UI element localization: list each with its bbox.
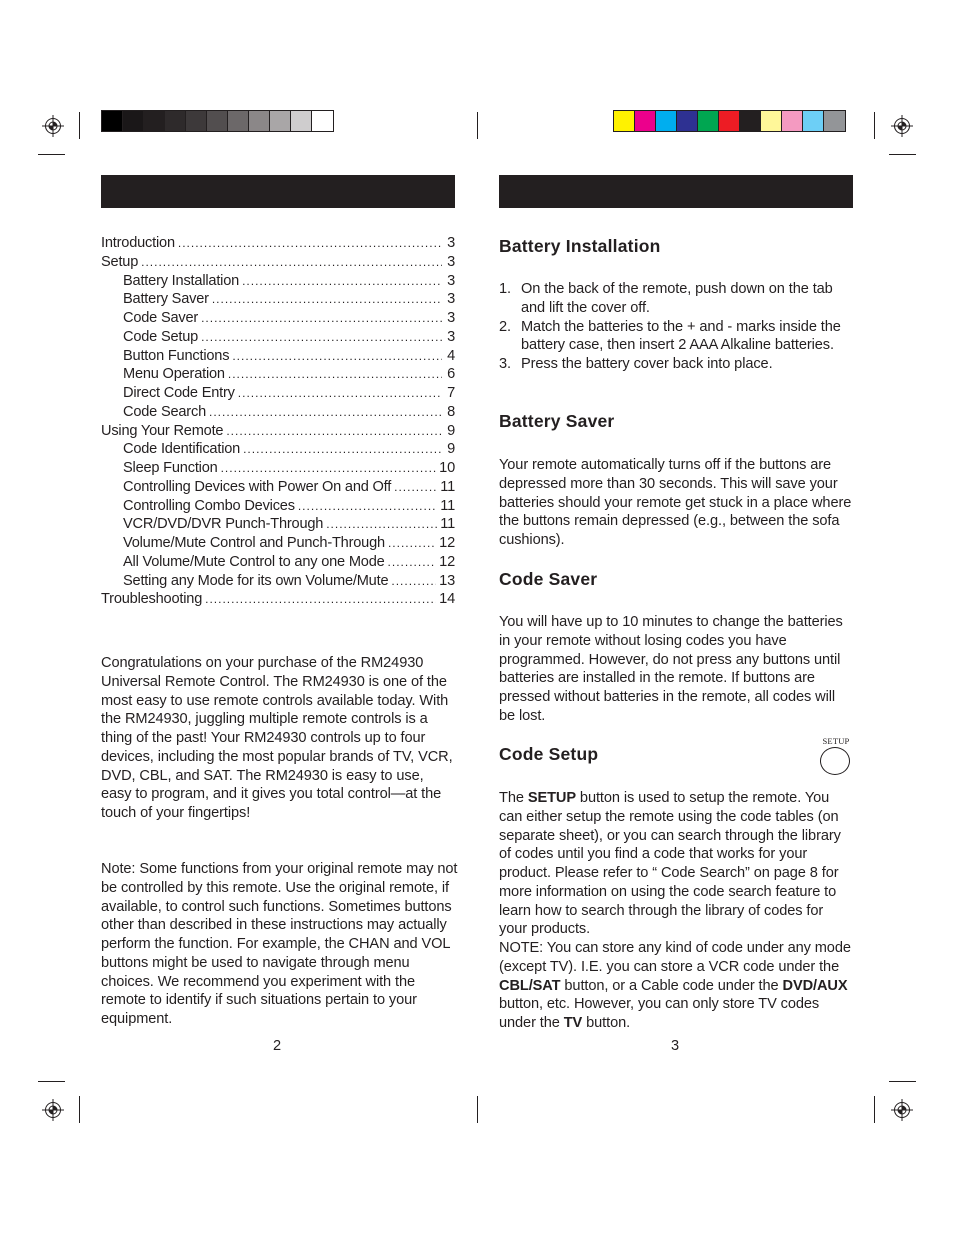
setup-button-icon: [819, 736, 853, 778]
toc-entry-title: Code Setup: [123, 328, 199, 345]
color-swatch: [698, 111, 719, 131]
battery-step-number: 2.: [499, 318, 511, 335]
code-setup-note-run: button, or a Cable code under the: [560, 977, 783, 994]
toc-entry-title: Volume/Mute Control and Punch-Through: [123, 535, 385, 551]
right-page-number: 3: [671, 1038, 680, 1054]
toc-leader-dots: [212, 290, 442, 309]
battery-saver-text: Your remote automatically turns off if the buttons are depressed more than 30 seconds. This will save your batteries should your remote get stuck in a place where the buttons remain depressed (e.g., between the sofa cushions).: [499, 457, 852, 548]
toc-entry-page: 6: [447, 366, 455, 383]
crop-mark: [38, 1081, 65, 1082]
toc-entry-page: 12: [439, 535, 455, 551]
toc-entry-title: Battery Installation: [123, 272, 240, 289]
color-swatch: [102, 111, 123, 131]
toc-entry-title: Menu Operation: [123, 366, 225, 383]
crop-mark: [889, 1081, 916, 1082]
toc-entry-page: 3: [447, 291, 455, 308]
toc-entry: [101, 478, 455, 497]
toc-entry: [101, 553, 455, 572]
registration-mark-icon: [42, 115, 64, 137]
toc-entry-title: Setup: [101, 253, 139, 270]
battery-step-text: On the back of the remote, push down on the tab and lift the cover off.: [521, 281, 833, 316]
toc-leader-dots: [228, 365, 442, 384]
toc-entry: [101, 515, 455, 534]
registration-mark-icon: [891, 115, 913, 137]
setup-keyword: SETUP: [527, 790, 576, 806]
color-swatch: [719, 111, 740, 131]
toc-entry-title: Using Your Remote: [101, 422, 224, 439]
toc-entry-page: 3: [447, 272, 455, 289]
crop-mark: [874, 112, 875, 139]
toc-entry-title: Button Functions: [123, 347, 230, 364]
toc-leader-dots: [209, 403, 442, 422]
toc-leader-dots: [178, 234, 442, 253]
table-of-contents: [101, 234, 455, 609]
toc-entry-title: Code Saver: [123, 310, 199, 326]
toc-entry-title: Battery Saver: [123, 291, 209, 308]
code-setup-text: [499, 789, 855, 1033]
toc-leader-dots: [242, 272, 442, 291]
toc-entry: [101, 422, 455, 441]
color-swatch: [270, 111, 291, 131]
toc-entry-title: Direct Code Entry: [123, 385, 235, 401]
note-paragraph: Note: Some functions from your original remote may not be controlled by this remote. Use the original remote, if available, to control such functions. Sometimes buttons other than described in these instructions may actually perform the function. For example, the CHAN and VOL buttons might be used to navigate through menu choices. We recommend you experiment with the remote to identify if such situations pertain to your equipment.: [101, 861, 458, 1027]
battery-step: [499, 318, 853, 356]
setup-icon-label: SETUP: [822, 736, 850, 746]
color-swatch: [614, 111, 635, 131]
toc-entry: [101, 384, 455, 403]
toc-entry-title: All Volume/Mute Control to any one Mode: [123, 553, 385, 570]
battery-step: [499, 280, 853, 318]
color-swatch: [123, 111, 144, 131]
color-swatch: [186, 111, 207, 131]
toc-entry-title: Setting any Mode for its own Volume/Mute: [123, 572, 389, 589]
registration-mark-icon: [42, 1099, 64, 1121]
toc-entry-page: 14: [439, 591, 455, 608]
cbl-sat-keyword: CBL/SAT: [499, 977, 561, 994]
toc-leader-dots: [394, 478, 437, 497]
toc-entry-page: 11: [440, 478, 455, 495]
color-swatch: [803, 111, 824, 131]
toc-entry-page: 4: [447, 347, 455, 364]
battery-saver-heading: Battery Saver: [499, 411, 615, 431]
toc-entry-page: 3: [447, 310, 455, 326]
crop-mark: [477, 1096, 478, 1123]
tv-keyword: TV: [563, 1015, 583, 1031]
crop-mark: [38, 154, 65, 155]
toc-leader-dots: [201, 328, 442, 347]
code-setup-text-run: The: [499, 790, 528, 806]
color-swatch: [228, 111, 249, 131]
color-swatch: [144, 111, 165, 131]
color-swatch: [249, 111, 270, 131]
color-swatch: [656, 111, 677, 131]
color-swatch: [740, 111, 761, 131]
code-setup-note-run: button, etc. However, you can only store TV codes under the: [499, 996, 820, 1031]
toc-entry-page: 9: [447, 422, 455, 439]
toc-leader-dots: [326, 515, 437, 534]
toc-entry: [101, 309, 455, 328]
right-header-bar: [499, 175, 853, 208]
code-saver-heading: Code Saver: [499, 569, 598, 589]
toc-entry: [101, 440, 455, 459]
code-setup-note-run: NOTE: You can store any kind of code under any mode (except TV). I.E. you can store a VCR code under the: [499, 940, 851, 975]
toc-entry-page: 3: [447, 235, 455, 251]
code-setup-heading: Code Setup: [499, 744, 599, 764]
toc-leader-dots: [243, 440, 442, 459]
toc-entry-page: 3: [447, 253, 455, 270]
toc-entry: [101, 272, 455, 291]
toc-entry-page: 13: [439, 572, 455, 589]
toc-entry: [101, 290, 455, 309]
process-color-bar: [613, 110, 846, 132]
toc-entry-page: 11: [440, 497, 455, 514]
grayscale-color-bar: [101, 110, 334, 132]
toc-entry: [101, 365, 455, 384]
toc-entry: [101, 590, 455, 609]
battery-step-number: 1.: [499, 281, 511, 297]
toc-leader-dots: [238, 384, 442, 403]
code-saver-text: You will have up to 10 minutes to change the batteries in your remote without losing codes you have programmed. However, do not press any buttons until batteries are installed in the remote. If buttons are pressed without batteries in the remote, all codes will be lost.: [499, 614, 843, 724]
left-header-bar: [101, 175, 455, 208]
toc-entry: [101, 328, 455, 347]
toc-entry-page: 11: [440, 516, 455, 533]
toc-entry-title: Code Identification: [123, 441, 241, 458]
toc-entry: [101, 459, 455, 478]
toc-leader-dots: [141, 253, 442, 272]
toc-entry: [101, 534, 455, 553]
crop-mark: [477, 112, 478, 139]
code-setup-text-run: button is used to setup the remote. You can either setup the remote using the code tables (on separate sheet), or you can search through the library of codes until you find a code that works for your product. Please refer to “ Code Search” on page 8 for more information on using the code search feature to learn how to search through the library of codes for your products.: [499, 790, 841, 938]
toc-leader-dots: [221, 459, 437, 478]
toc-entry: [101, 497, 455, 516]
crop-mark: [79, 1096, 80, 1123]
crop-mark: [79, 112, 80, 139]
toc-leader-dots: [298, 497, 437, 516]
toc-leader-dots: [205, 590, 436, 609]
toc-entry-title: Code Search: [123, 403, 206, 420]
button-circle-icon: [820, 747, 850, 775]
battery-step-text: Press the battery cover back into place.: [521, 356, 773, 372]
toc-entry-page: 7: [447, 385, 455, 401]
color-swatch: [761, 111, 782, 131]
registration-mark-icon: [891, 1099, 913, 1121]
toc-entry-page: 10: [439, 460, 455, 476]
toc-entry-title: Controlling Combo Devices: [123, 497, 295, 514]
toc-entry-page: 8: [447, 403, 455, 420]
battery-step-number: 3.: [499, 356, 511, 372]
color-swatch: [207, 111, 228, 131]
dvd-aux-keyword: DVD/AUX: [782, 977, 848, 994]
toc-entry-title: Introduction: [101, 235, 175, 251]
battery-installation-heading: Battery Installation: [499, 236, 661, 256]
color-swatch: [677, 111, 698, 131]
battery-step-text: Match the batteries to the + and - marks inside the battery case, then insert 2 AAA Alkaline batteries.: [521, 318, 841, 354]
toc-entry: [101, 572, 455, 591]
toc-entry: [101, 403, 455, 422]
color-swatch: [312, 111, 333, 131]
toc-leader-dots: [388, 534, 436, 553]
toc-entry-page: 3: [447, 328, 455, 345]
toc-entry-title: Sleep Function: [123, 460, 218, 476]
crop-mark: [889, 154, 916, 155]
color-swatch: [165, 111, 186, 131]
code-setup-note-run: button.: [582, 1015, 631, 1031]
toc-entry-title: VCR/DVD/DVR Punch-Through: [123, 516, 324, 533]
toc-entry: [101, 347, 455, 366]
toc-leader-dots: [232, 347, 442, 366]
toc-entry-page: 9: [447, 441, 455, 458]
toc-leader-dots: [201, 309, 442, 328]
toc-entry-title: Controlling Devices with Power On and Off: [123, 478, 392, 495]
toc-leader-dots: [388, 553, 437, 572]
toc-entry: [101, 234, 455, 253]
toc-leader-dots: [226, 422, 442, 441]
toc-leader-dots: [391, 572, 436, 591]
color-swatch: [635, 111, 656, 131]
color-swatch: [782, 111, 803, 131]
toc-entry-page: 12: [439, 553, 455, 570]
left-page-number: 2: [273, 1038, 282, 1054]
crop-mark: [874, 1096, 875, 1123]
intro-paragraph: Congratulations on your purchase of the RM24930 Universal Remote Control. The RM24930 is one of the most easy to use remote controls available today. With the RM24930, juggling multiple remote controls is a thing of the past! Your RM24930 controls up to four devices, including the most popular brands of TV, VCR, DVD, CBL, and SAT. The RM24930 is easy to use, easy to program, and it gives you total control—at the touch of your fingertips!: [101, 655, 453, 821]
battery-step: [499, 355, 853, 374]
toc-entry-title: Troubleshooting: [101, 591, 203, 608]
color-swatch: [824, 111, 845, 131]
battery-installation-steps: [499, 280, 853, 374]
color-swatch: [291, 111, 312, 131]
toc-entry: [101, 253, 455, 272]
